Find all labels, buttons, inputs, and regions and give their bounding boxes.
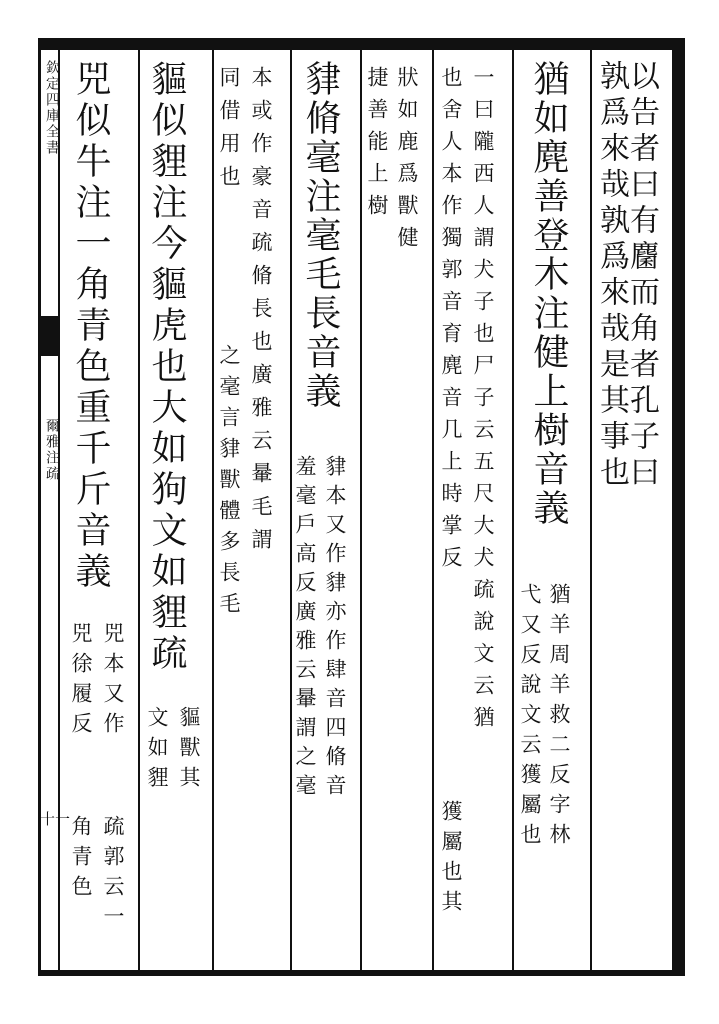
- text-column-1: 以告者曰有麕而角者孔子曰: [624, 60, 659, 492]
- bottom-border: [38, 970, 685, 976]
- column-rule: [512, 50, 514, 970]
- text-column-8: 貄脩毫注毫毛長音義: [300, 60, 341, 411]
- column-rule: [360, 50, 362, 970]
- note-8b: 羞毫戶高反廣雅云䡞謂之毫: [293, 455, 317, 803]
- note-12d: 角青色: [69, 815, 93, 905]
- note-8a: 貄本又作貄亦作肆音四脩音: [323, 455, 347, 803]
- note-3b: 弋又反說文云獲屬也: [518, 583, 542, 853]
- fishtail-mark: [38, 316, 60, 356]
- text-column-4: 一曰隴西人謂犬子也尸子云五尺大犬疏說文云猶: [471, 66, 495, 738]
- chapter-title: 爾雅注疏: [44, 418, 60, 482]
- column-rule: [432, 50, 434, 970]
- text-column-7: 捷善能上樹: [365, 66, 389, 226]
- folio-number: 十一: [40, 810, 71, 828]
- text-column-10: 同借用也: [217, 66, 241, 198]
- text-column-3: 猶如麂善登木注健上樹音義: [528, 60, 569, 528]
- note-12c: 疏郭云一: [101, 815, 125, 935]
- text-column-11: 貙似貍注今貙虎也大如狗文如貍疏: [146, 60, 187, 675]
- text-column-2: 孰爲來哉孰爲來哉是其事也: [594, 60, 629, 492]
- column-rule: [590, 50, 592, 970]
- margin-strip: [41, 50, 60, 970]
- column-rule: [212, 50, 214, 970]
- note-10: 之毫言貄獸體多長毛: [217, 344, 241, 623]
- note-5: 獲屬也其: [439, 800, 463, 920]
- column-rule: [138, 50, 140, 970]
- text-column-9: 本或作豪音疏脩長也廣雅云䡞毛謂: [249, 66, 273, 561]
- text-column-6: 狀如鹿爲獸健: [395, 66, 419, 258]
- top-border: [38, 38, 685, 50]
- note-3a: 猶羊周羊救二反字林: [547, 583, 571, 853]
- text-column-12: 兕似牛注一角青色重千斤音義: [70, 60, 111, 593]
- column-rule: [290, 50, 292, 970]
- right-border: [672, 38, 685, 976]
- text-column-5: 也舍人本作獨郭音育麂音几上時掌反: [439, 66, 463, 578]
- note-11b: 文如貍: [145, 706, 169, 796]
- note-12b: 兕徐履反: [69, 622, 93, 742]
- note-12a: 兕本又作: [101, 622, 125, 742]
- book-title: 欽定四庫全書: [44, 60, 60, 156]
- note-11a: 貙獸其: [177, 706, 201, 796]
